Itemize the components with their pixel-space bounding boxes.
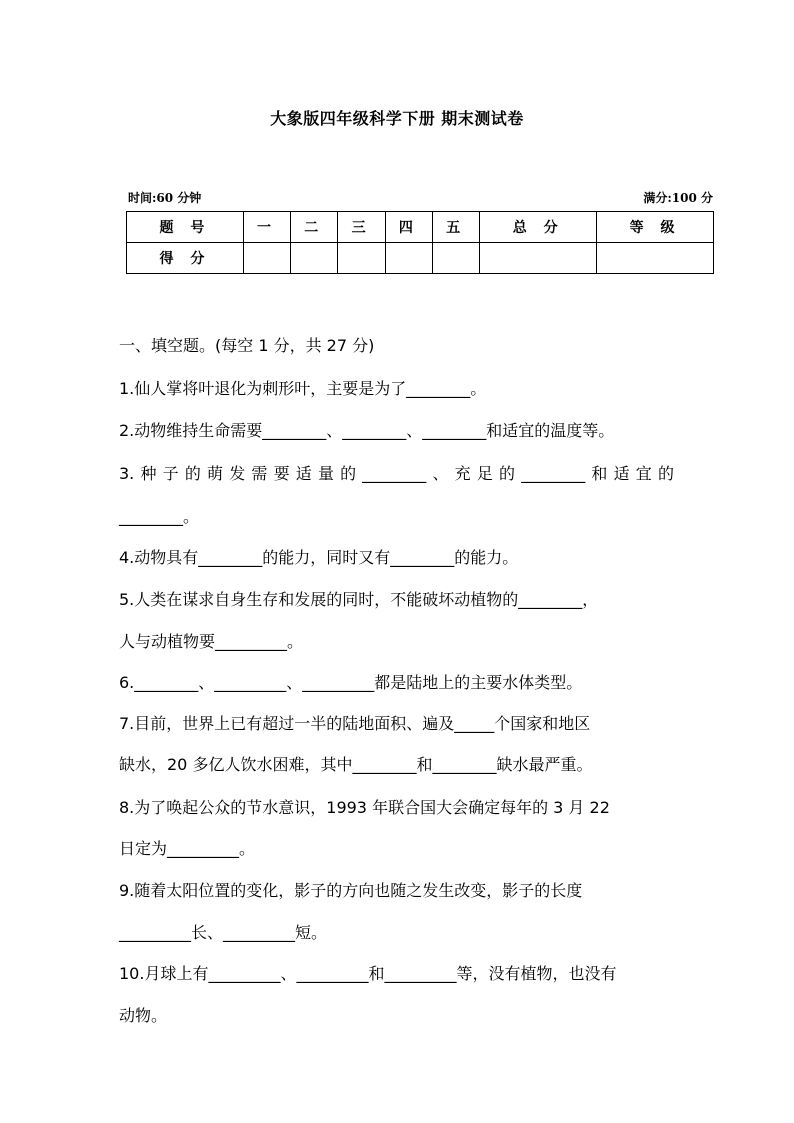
score-cell[interactable] xyxy=(480,243,597,274)
score-table-header-cell: 四 xyxy=(385,212,432,243)
section-1-title: 一、填空题。(每空 1 分，共 27 分) xyxy=(119,336,375,355)
score-table-header-cell: 二 xyxy=(291,212,338,243)
question-line: 缺水，20 多亿人饮水困难，其中________和________缺水最严重。 xyxy=(119,755,593,774)
question-line: 日定为_________。 xyxy=(119,839,256,858)
question-line: 5.人类在谋求自身生存和发展的同时，不能破坏动植物的________， xyxy=(119,590,599,609)
question-line: _________长、_________短。 xyxy=(119,923,328,942)
question-line: ________。 xyxy=(119,507,200,526)
score-table-score-row xyxy=(127,243,714,274)
score-table-header-cell: 五 xyxy=(433,212,480,243)
question-line: 人与动植物要_________。 xyxy=(119,632,304,651)
score-table-header-row xyxy=(127,212,714,243)
score-table-header-cell: 等 级 xyxy=(597,212,714,243)
question-line: 2.动物维持生命需要________、________、________和适宜的温度等。 xyxy=(119,421,615,440)
score-table-header-cell: 总 分 xyxy=(480,212,597,243)
question-line: 1.仙人掌将叶退化为刺形叶，主要是为了________。 xyxy=(119,379,487,398)
score-cell[interactable] xyxy=(243,243,290,274)
question-line: 8.为了唤起公众的节水意识，1993 年联合国大会确定每年的 3 月 22 xyxy=(119,798,610,817)
question-line: 9.随着太阳位置的变化，影子的方向也随之发生改变，影子的长度 xyxy=(119,881,583,900)
score-table-header-cell: 一 xyxy=(243,212,290,243)
question-line: 4.动物具有________的能力，同时又有________的能力。 xyxy=(119,548,519,567)
score-cell[interactable] xyxy=(433,243,480,274)
score-table-header-cell: 题 号 xyxy=(127,212,244,243)
question-line: 动物。 xyxy=(119,1006,168,1025)
question-line: 7.目前，世界上已有超过一半的陆地面积、遍及_____个国家和地区 xyxy=(119,714,591,733)
time-label: 时间:60 分钟 xyxy=(128,191,202,205)
score-table-header-cell: 三 xyxy=(338,212,385,243)
exam-title: 大象版四年级科学下册 期末测试卷 xyxy=(270,109,524,128)
question-line: 6.________、_________、_________都是陆地上的主要水体类型。 xyxy=(119,673,583,692)
score-cell[interactable] xyxy=(291,243,338,274)
score-table xyxy=(126,211,714,274)
score-cell[interactable] xyxy=(385,243,432,274)
full-score-label: 满分:100 分 xyxy=(643,191,713,205)
score-row-label: 得 分 xyxy=(127,243,244,274)
score-cell[interactable] xyxy=(597,243,714,274)
score-cell[interactable] xyxy=(338,243,385,274)
question-line: 10.月球上有_________、_________和_________等，没有植物，也没有 xyxy=(119,964,617,983)
question-line: 3.种子的萌发需要适量的________、充足的________和适宜的 xyxy=(119,464,674,483)
